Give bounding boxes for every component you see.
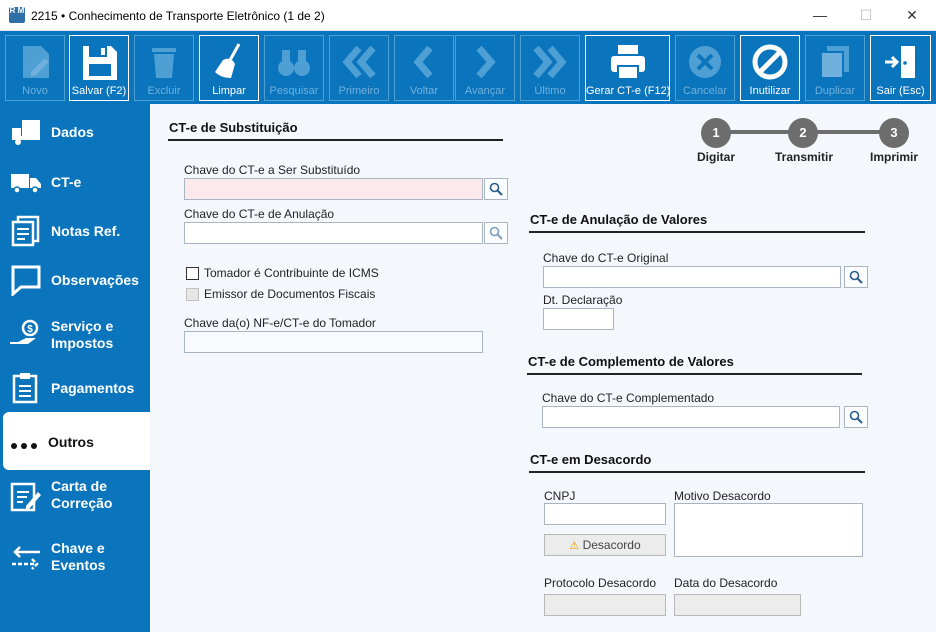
avancar-button[interactable] bbox=[455, 35, 515, 101]
sidebar-label-carta: Carta de bbox=[51, 478, 108, 494]
sidebar-label-observacoes: Observações bbox=[51, 272, 139, 288]
search-icon bbox=[489, 182, 503, 196]
step-1-circle: 1 bbox=[701, 118, 731, 148]
limpar-button[interactable] bbox=[199, 35, 259, 101]
gerar-cte-label: Gerar CT-e (F12) bbox=[586, 85, 671, 97]
svg-text:$: $ bbox=[27, 324, 33, 335]
sidebar-label-cte: CT-e bbox=[51, 174, 82, 190]
copy-icon bbox=[815, 42, 855, 82]
maximize-button[interactable]: ☐ bbox=[859, 7, 873, 23]
chave-substituido-label: Chave do CT-e a Ser Substituído bbox=[184, 163, 361, 177]
sidebar-item-pagamentos[interactable] bbox=[0, 368, 150, 408]
chave-complementado-search-button[interactable] bbox=[844, 406, 868, 428]
chave-substituido-input[interactable] bbox=[184, 178, 483, 200]
tomador-icms-label: Tomador é Contribuinte de ICMS bbox=[204, 266, 379, 280]
step-1-label: Digitar bbox=[697, 150, 736, 164]
desacordo-rule bbox=[529, 471, 865, 473]
close-button[interactable]: ✕ bbox=[906, 7, 918, 23]
tomador-icms-checkbox[interactable] bbox=[186, 267, 199, 280]
novo-label: Novo bbox=[22, 85, 48, 97]
desacordo-button-label: Desacordo bbox=[582, 538, 641, 552]
sidebar-label-chave-eventos bbox=[51, 540, 105, 574]
cancelar-button[interactable] bbox=[675, 35, 735, 101]
data-desacordo-label: Data do Desacordo bbox=[674, 576, 778, 590]
duplicar-label: Duplicar bbox=[814, 85, 856, 97]
toolbar bbox=[0, 31, 936, 104]
sidebar-label-chave: Chave e bbox=[51, 540, 105, 556]
money-hand-icon bbox=[10, 318, 42, 350]
avancar-label: Avançar bbox=[464, 85, 506, 97]
sidebar-item-cte[interactable] bbox=[0, 162, 150, 202]
ultimo-label: Último bbox=[534, 85, 566, 97]
search-icon bbox=[489, 226, 503, 240]
chave-original-input[interactable] bbox=[543, 266, 841, 288]
chave-anulacao-label: Chave do CT-e de Anulação bbox=[184, 207, 335, 221]
truck-box-icon bbox=[10, 116, 42, 148]
prohibited-icon bbox=[750, 42, 790, 82]
complemento-title: CT-e de Complemento de Valores bbox=[528, 354, 734, 369]
chave-complementado-input[interactable] bbox=[542, 406, 840, 428]
substituicao-title: CT-e de Substituição bbox=[169, 120, 298, 135]
documents-icon bbox=[10, 215, 42, 247]
dt-declaracao-input[interactable] bbox=[543, 308, 614, 330]
step-3-circle: 3 bbox=[879, 118, 909, 148]
cancelar-label: Cancelar bbox=[682, 85, 728, 97]
step-2-label: Transmitir bbox=[775, 150, 834, 164]
primeiro-label: Primeiro bbox=[338, 85, 380, 97]
sidebar-label-correcao: Correção bbox=[51, 495, 113, 511]
anulacao-title: CT-e de Anulação de Valores bbox=[530, 212, 708, 227]
sidebar-label-servico: Serviço e bbox=[51, 318, 114, 334]
salvar-button[interactable] bbox=[69, 35, 129, 101]
chave-anulacao-search-button[interactable] bbox=[484, 222, 508, 244]
app-icon: R M bbox=[9, 7, 25, 23]
motivo-label: Motivo Desacordo bbox=[674, 489, 771, 503]
sidebar-item-outros[interactable] bbox=[3, 412, 150, 470]
voltar-label: Voltar bbox=[409, 85, 439, 97]
dots-icon bbox=[10, 426, 42, 458]
chave-complementado-label: Chave do CT-e Complementado bbox=[542, 391, 715, 405]
voltar-button[interactable] bbox=[394, 35, 454, 101]
sidebar-item-observacoes[interactable] bbox=[0, 260, 150, 300]
cnpj-input[interactable] bbox=[544, 503, 666, 525]
protocolo-label: Protocolo Desacordo bbox=[544, 576, 657, 590]
chave-substituido-search-button[interactable] bbox=[484, 178, 508, 200]
sidebar-item-chave-eventos[interactable] bbox=[0, 536, 150, 580]
inutilizar-button[interactable] bbox=[740, 35, 800, 101]
sidebar-label-pagamentos: Pagamentos bbox=[51, 380, 135, 396]
sidebar-label-eventos: Eventos bbox=[51, 557, 106, 573]
sidebar bbox=[0, 104, 150, 632]
broom-icon bbox=[209, 42, 249, 82]
gerar-cte-button[interactable] bbox=[585, 35, 670, 101]
search-icon bbox=[849, 410, 863, 424]
edit-document-icon bbox=[10, 480, 42, 512]
novo-button[interactable] bbox=[5, 35, 65, 101]
excluir-label: Excluir bbox=[147, 85, 181, 97]
chave-nfe-input[interactable] bbox=[184, 331, 483, 353]
dt-declaracao-label: Dt. Declaração bbox=[543, 293, 623, 307]
anulacao-rule bbox=[529, 231, 865, 233]
desacordo-title: CT-e em Desacordo bbox=[530, 452, 652, 467]
complemento-rule bbox=[527, 373, 862, 375]
window-title: 2215 • Conhecimento de Transporte Eletrônico (1 de 2) bbox=[31, 9, 325, 23]
emissor-checkbox[interactable] bbox=[186, 288, 199, 301]
cancel-circle-icon bbox=[685, 42, 725, 82]
new-document-icon bbox=[15, 42, 55, 82]
excluir-button[interactable] bbox=[134, 35, 194, 101]
emissor-label: Emissor de Documentos Fiscais bbox=[204, 287, 376, 301]
sair-button[interactable] bbox=[870, 35, 931, 101]
sidebar-item-servico-impostos[interactable] bbox=[0, 312, 150, 356]
limpar-label: Limpar bbox=[212, 85, 246, 97]
sidebar-label-notas-ref: Notas Ref. bbox=[51, 223, 121, 239]
main-content bbox=[150, 104, 936, 632]
double-chevron-right-icon bbox=[530, 42, 570, 82]
printer-icon bbox=[608, 42, 648, 82]
sidebar-label-servico-impostos bbox=[51, 318, 113, 352]
sidebar-label-impostos: Impostos bbox=[51, 335, 114, 351]
trash-icon bbox=[144, 42, 184, 82]
arrows-icon bbox=[10, 542, 42, 574]
search-icon bbox=[849, 270, 863, 284]
chave-original-label: Chave do CT-e Original bbox=[543, 251, 669, 265]
sidebar-label-dados: Dados bbox=[51, 124, 94, 140]
pesquisar-button[interactable] bbox=[264, 35, 324, 101]
clipboard-icon bbox=[10, 372, 42, 404]
minimize-button[interactable]: — bbox=[813, 7, 827, 23]
ultimo-button[interactable] bbox=[520, 35, 580, 101]
chevron-left-icon bbox=[404, 42, 444, 82]
step-3-label: Imprimir bbox=[870, 150, 919, 164]
substituicao-rule bbox=[168, 139, 503, 141]
sair-label: Sair (Esc) bbox=[876, 85, 925, 97]
cnpj-label: CNPJ bbox=[544, 489, 576, 503]
exit-door-icon bbox=[881, 42, 921, 82]
primeiro-button[interactable] bbox=[329, 35, 389, 101]
truck-icon bbox=[10, 166, 42, 198]
title-bar bbox=[0, 0, 936, 31]
speech-bubble-icon bbox=[10, 264, 42, 296]
sidebar-item-notas-ref[interactable] bbox=[0, 211, 150, 251]
chave-anulacao-input[interactable] bbox=[184, 222, 483, 244]
sidebar-item-dados[interactable] bbox=[0, 112, 150, 152]
sidebar-item-carta-correcao[interactable] bbox=[0, 474, 150, 518]
chave-original-search-button[interactable] bbox=[844, 266, 868, 288]
step-2-circle: 2 bbox=[788, 118, 818, 148]
floppy-disk-icon bbox=[79, 42, 119, 82]
inutilizar-label: Inutilizar bbox=[749, 85, 791, 97]
chave-nfe-label: Chave da(o) NF-e/CT-e do Tomador bbox=[184, 316, 376, 330]
pesquisar-label: Pesquisar bbox=[269, 85, 319, 97]
double-chevron-left-icon bbox=[339, 42, 379, 82]
salvar-label: Salvar (F2) bbox=[71, 85, 127, 97]
warning-icon: ⚠ bbox=[569, 540, 580, 552]
protocolo-input[interactable] bbox=[544, 594, 666, 616]
duplicar-button[interactable] bbox=[805, 35, 865, 101]
binoculars-icon bbox=[274, 42, 314, 82]
sidebar-label-outros: Outros bbox=[48, 434, 94, 450]
data-desacordo-input[interactable] bbox=[674, 594, 801, 616]
sidebar-label-carta-correcao bbox=[51, 478, 112, 512]
chevron-right-icon bbox=[465, 42, 505, 82]
desacordo-button[interactable] bbox=[544, 534, 666, 556]
motivo-textarea[interactable] bbox=[674, 503, 863, 557]
